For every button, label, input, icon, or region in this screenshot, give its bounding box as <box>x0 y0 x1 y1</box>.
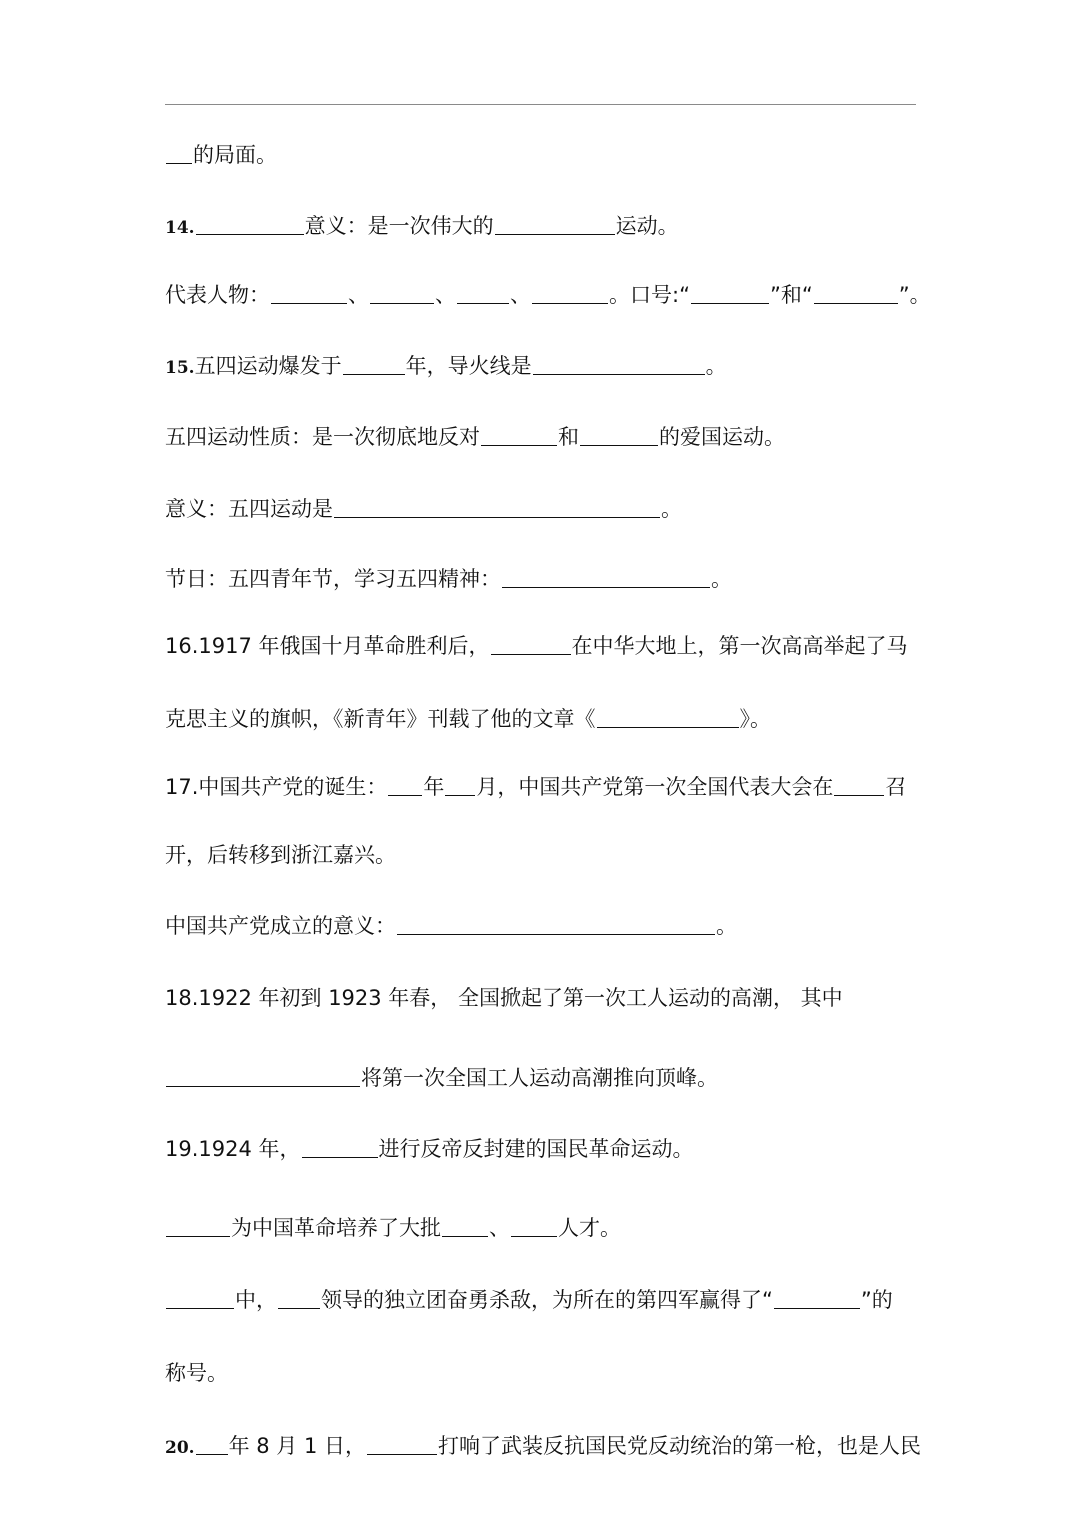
question-17-significance: 中国共产党成立的意义： 。 <box>165 914 737 938</box>
blank[interactable] <box>271 281 347 304</box>
blank[interactable] <box>343 352 405 375</box>
blank[interactable] <box>166 1064 360 1087</box>
blank[interactable] <box>580 423 658 446</box>
blank[interactable] <box>502 565 710 588</box>
question-number: 14. <box>165 218 195 238</box>
line-13-end: 的局面。 <box>165 140 925 170</box>
question-19-cont: 称号。 <box>165 1361 228 1385</box>
blank[interactable] <box>397 912 715 935</box>
question-18: 18.1922 年初到 1923 年春， 全国掀起了第一次工人运动的高潮， 其中 <box>165 986 843 1010</box>
question-19: 19.1924 年， 进行反帝反封建的国民革命运动。 <box>165 1137 694 1161</box>
blank[interactable] <box>166 1286 234 1309</box>
question-15-festival: 节日：五四青年节，学习五四精神： 。 <box>165 567 732 591</box>
question-number: 20. <box>165 1438 195 1458</box>
question-20: 20. 年 8 月 1 日， 打响了武装反抗国民党反动统治的第一枪，也是人民 <box>165 1434 922 1458</box>
question-19-academy: 为中国革命培养了大批 、 人才。 <box>165 1213 925 1243</box>
header-rule <box>165 104 916 105</box>
blank[interactable] <box>495 212 615 235</box>
blank[interactable] <box>196 212 304 235</box>
question-15-significance: 意义：五四运动是 。 <box>165 497 682 521</box>
blank[interactable] <box>388 773 422 796</box>
question-number: 15. <box>165 358 195 378</box>
blank[interactable] <box>511 1214 557 1237</box>
question-19-expedition: 中， 领导的独立团奋勇杀敌，为所在的第四军赢得了“ ”的 <box>165 1285 925 1315</box>
blank[interactable] <box>691 281 769 304</box>
blank[interactable] <box>442 1214 488 1237</box>
question-14: 14. 意义：是一次伟大的 运动。 <box>165 214 679 238</box>
blank[interactable] <box>481 423 557 446</box>
blank[interactable] <box>302 1135 378 1158</box>
question-17-cont: 开，后转移到浙江嘉兴。 <box>165 843 396 867</box>
blank[interactable] <box>166 1214 230 1237</box>
question-18-cont: 将第一次全国工人运动高潮推向顶峰。 <box>165 1063 925 1093</box>
blank[interactable] <box>533 352 705 375</box>
blank[interactable] <box>834 773 884 796</box>
blank[interactable] <box>597 705 739 728</box>
blank[interactable] <box>196 1432 228 1455</box>
blank[interactable] <box>491 632 571 655</box>
question-14-figures: 代表人物： 、 、 、 。口号:“ ”和“ ”。 <box>165 283 931 307</box>
question-16-cont: 克思主义的旗帜，《新青年》刊载了他的文章《 》。 <box>165 707 771 731</box>
question-15-nature: 五四运动性质：是一次彻底地反对 和 的爱国运动。 <box>165 425 785 449</box>
blank[interactable] <box>445 773 475 796</box>
question-17: 17.中国共产党的诞生： 年 月，中国共产党第一次全国代表大会在 召 <box>165 775 907 799</box>
blank[interactable] <box>278 1286 320 1309</box>
question-15: 15.五四运动爆发于 年，导火线是 。 <box>165 354 727 378</box>
blank[interactable] <box>457 281 509 304</box>
blank[interactable] <box>370 281 434 304</box>
blank[interactable] <box>367 1432 437 1455</box>
blank[interactable] <box>814 281 898 304</box>
blank[interactable] <box>334 495 660 518</box>
blank[interactable] <box>774 1286 860 1309</box>
question-16: 16.1917 年俄国十月革命胜利后， 在中华大地上，第一次高高举起了马 <box>165 634 908 658</box>
blank[interactable] <box>532 281 608 304</box>
blank[interactable] <box>166 141 192 164</box>
